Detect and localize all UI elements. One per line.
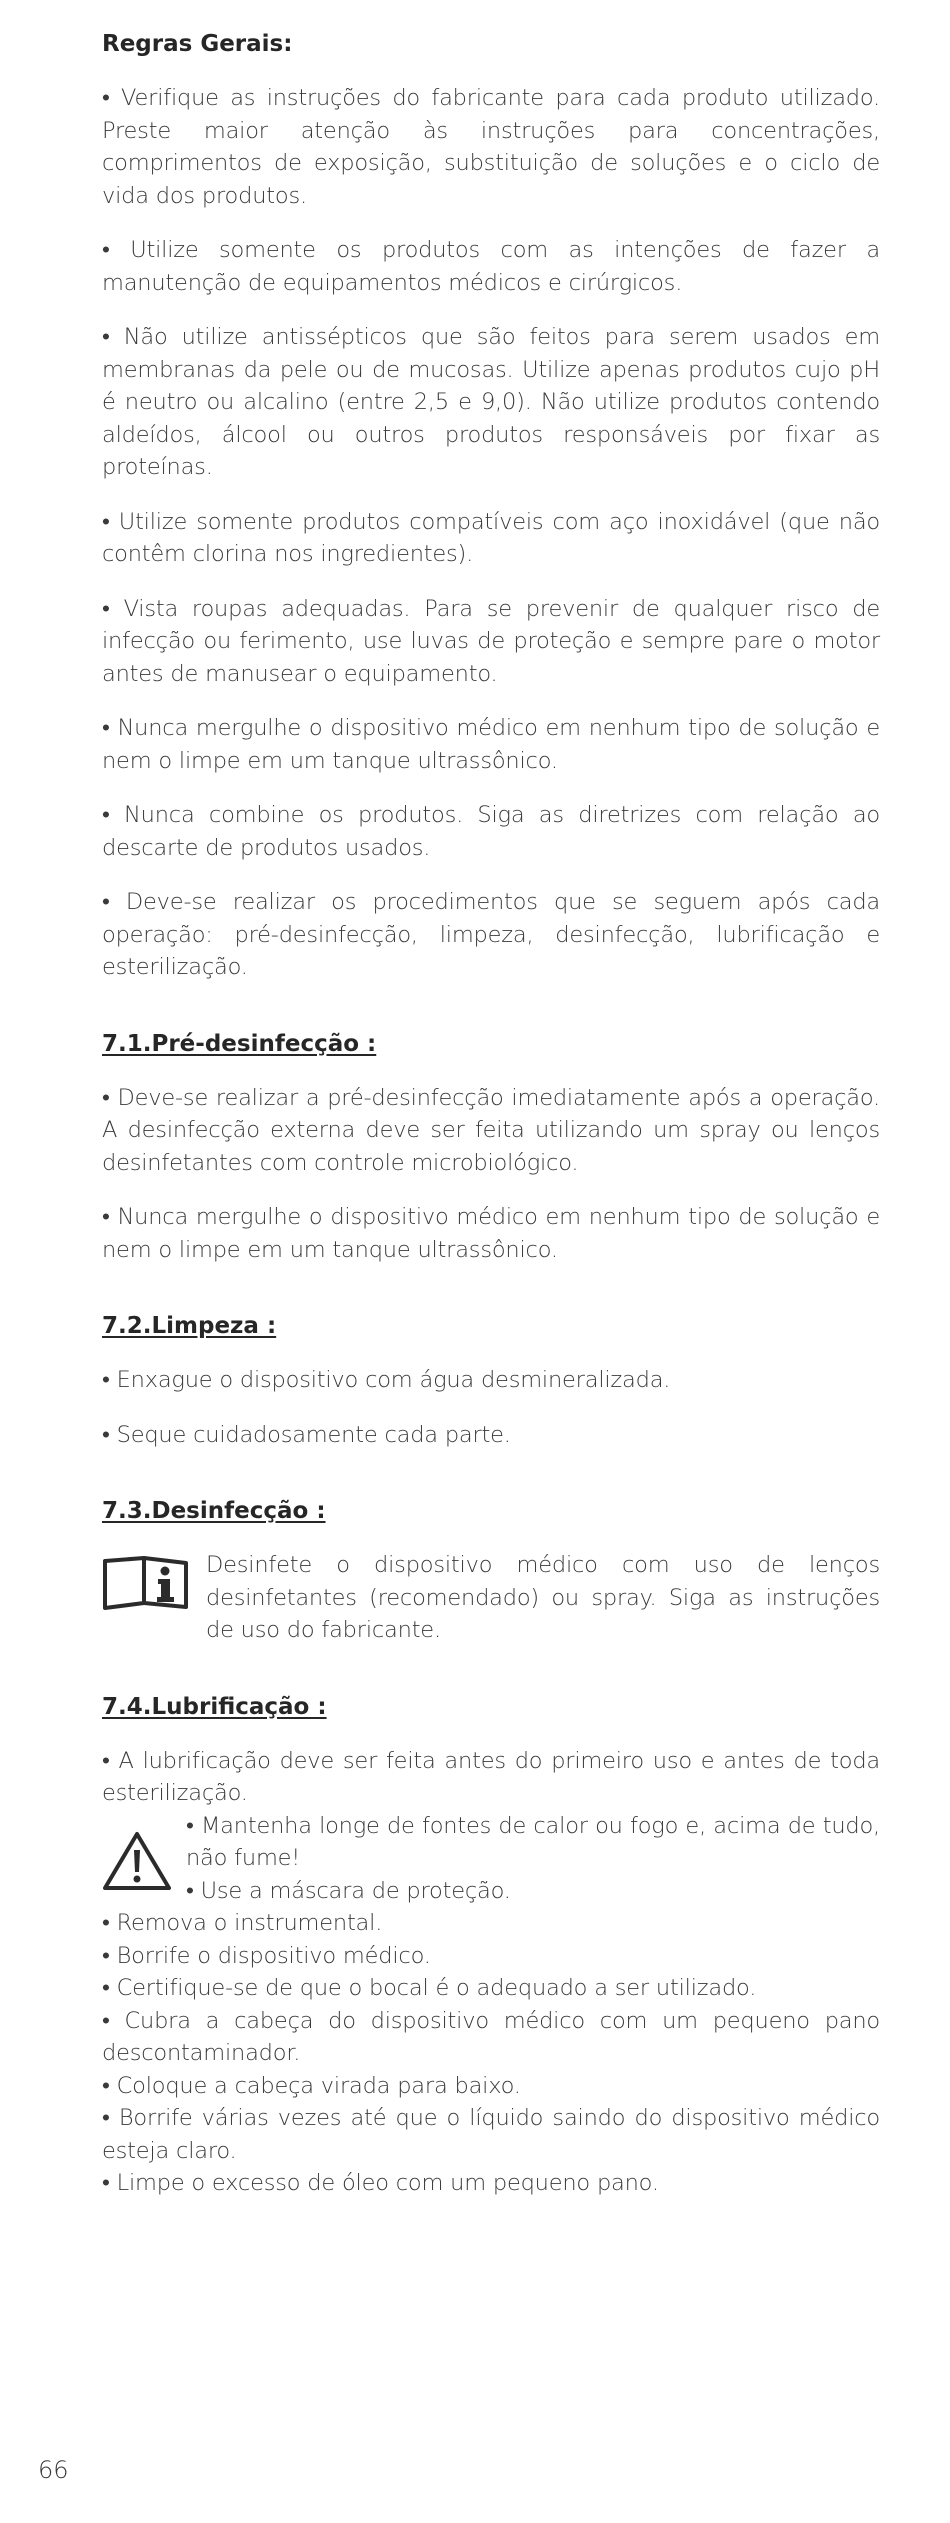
lubrication-step: • Remova o instrumental. — [102, 1910, 383, 1936]
lubrication-step: • Certifique-se de que o bocal é o adequado a ser utilizado. — [102, 1975, 757, 2001]
lubrication-step: • Coloque a cabeça virada para baixo. — [102, 2072, 521, 2099]
general-rule-item: • Utilize somente produtos compatíveis com aço inoxidável (que não contêm clorina nos ingredientes). — [102, 508, 880, 567]
info-manual-icon — [102, 1553, 190, 1617]
general-rule-item: • Nunca mergulhe o dispositivo médico em nenhum tipo de solução e nem o limpe em um tanque ultrassônico. — [102, 715, 880, 774]
lubrication-step: • Borrife várias vezes até que o líquido saindo do dispositivo médico esteja claro. — [102, 2105, 880, 2164]
general-rule-item: • Não utilize antissépticos que são feitos para serem usados em membranas da pele ou de mucosas. Utilize apenas produtos cujo pH é neutro ou alcalino (entre 2,5 e 9,0). Não utilize produtos contendo aldeídos, álcool ou outros produtos responsáveis por fixar as proteínas. — [102, 324, 880, 480]
warning-line: • Mantenha longe de fontes de calor ou fogo e, acima de tudo, não fume! — [186, 1812, 880, 1871]
general-rule-item: • Utilize somente os produtos com as intenções de fazer a manutenção de equipamentos médicos e cirúrgicos. — [102, 237, 880, 296]
lubrication-intro: • A lubrificação deve ser feita antes do primeiro uso e antes de toda esterilização. — [102, 1747, 880, 1806]
cleaning-title: 7.2.Limpeza : — [102, 1313, 277, 1339]
disinfection-note — [102, 1549, 880, 1647]
disinfection-text: Desinfete o dispositivo médico com uso de lenços desinfetantes (recomendado) ou spray. Siga as instruções de uso do fabricante. — [206, 1552, 880, 1643]
general-rule-item: • Vista roupas adequadas. Para se prevenir de qualquer risco de infecção ou ferimento, use luvas de proteção e sempre pare o motor antes de manusear o equipamento. — [102, 595, 880, 687]
cleaning-item: • Seque cuidadosamente cada parte. — [102, 1421, 511, 1448]
cleaning-item: • Enxague o dispositivo com água desmineralizada. — [102, 1367, 671, 1393]
general-rules-title: Regras Gerais: — [102, 31, 293, 57]
pre-disinfection-title: 7.1.Pré-desinfecção : — [102, 1030, 377, 1057]
pre-disinfection-item: • Deve-se realizar a pré-desinfecção imediatamente após a operação. A desinfecção externa deve ser feita utilizando um spray ou lenços desinfetantes com controle microbiológico. — [102, 1084, 880, 1176]
general-rule-item: • Verifique as instruções do fabricante para cada produto utilizado. Preste maior atenção às instruções para concentrações, comprimentos de exposição, substituição de soluções e o ciclo de vida dos produtos. — [102, 85, 880, 209]
pre-disinfection-item: • Nunca mergulhe o dispositivo médico em nenhum tipo de solução e nem o limpe em um tanque ultrassônico. — [102, 1204, 880, 1263]
lubrication-step: • Cubra a cabeça do dispositivo médico com um pequeno pano descontaminador. — [102, 2007, 880, 2066]
lubrication-title: 7.4.Lubrificação : — [102, 1693, 327, 1720]
general-rule-item: • Nunca combine os produtos. Siga as diretrizes com relação ao descarte de produtos usados. — [102, 802, 880, 861]
lubrication-warning — [102, 1810, 880, 1908]
lubrication-step: • Limpe o excesso de óleo com um pequeno pano. — [102, 2170, 659, 2196]
general-rule-item: • Deve-se realizar os procedimentos que se seguem após cada operação: pré-desinfecção, limpeza, desinfecção, lubrificação e esterilização. — [102, 889, 880, 980]
document-page — [102, 28, 880, 2200]
disinfection-title: 7.3.Desinfecção : — [102, 1498, 326, 1524]
warning-line: • Use a máscara de proteção. — [186, 1877, 511, 1904]
page-number: 66 — [38, 2456, 69, 2484]
warning-triangle-icon — [102, 1830, 172, 1896]
lubrication-step: • Borrife o dispositivo médico. — [102, 1942, 431, 1969]
